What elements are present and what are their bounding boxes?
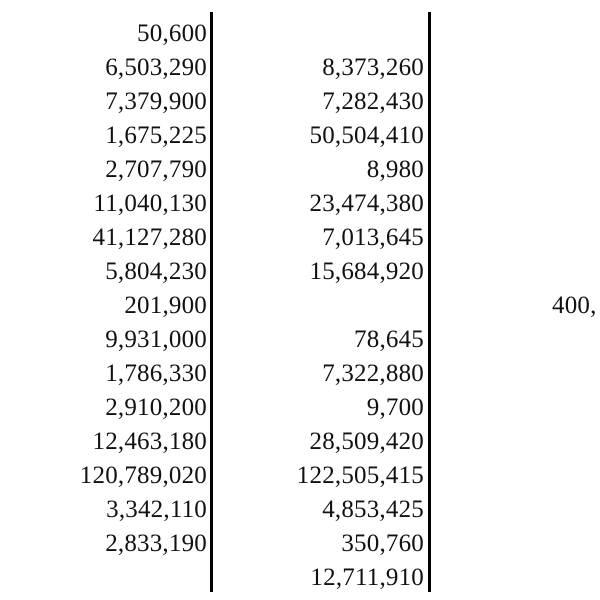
cell-col-1: 2,833,190 [105,530,207,557]
cell-col-1: 5,804,230 [105,258,207,285]
cell-col-1: 2,707,790 [105,156,207,183]
cell-col-2: 28,509,420 [309,428,424,455]
cell-col-2: 23,474,380 [309,190,424,217]
cell-col-2: 7,013,645 [322,224,424,251]
cell-col-1: 50,600 [137,20,207,47]
cell-col-2: 8,373,260 [322,54,424,81]
cell-col-2: 122,505,415 [296,462,424,489]
cell-col-1: 41,127,280 [92,224,207,251]
cell-col-1: 1,786,330 [105,360,207,387]
cell-col-2: 9,700 [366,394,424,421]
table-row [0,527,600,561]
table-row [0,17,600,51]
cell-col-1: 7,379,900 [105,88,207,115]
table-row [0,323,600,357]
cell-col-1: 6,503,290 [105,54,207,81]
table-row [0,255,600,289]
table-row [0,425,600,459]
cell-col-1: 120,789,020 [79,462,207,489]
cell-col-1: 3,342,110 [106,496,207,523]
cell-col-3: 400, [552,292,597,319]
cell-col-2: 8,980 [366,156,424,183]
table-row [0,221,600,255]
table-row [0,493,600,527]
cell-col-2: 350,760 [341,530,424,557]
table-row [0,391,600,425]
cell-col-1: 1,675,225 [105,122,207,149]
cell-col-2: 7,322,880 [322,360,424,387]
cell-col-1: 2,910,200 [105,394,207,421]
table-row [0,357,600,391]
table-row [0,289,600,323]
cell-col-1: 12,463,180 [92,428,207,455]
table-row [0,51,600,85]
table-row [0,153,600,187]
cell-col-2: 4,853,425 [322,496,424,523]
cell-col-1: 201,900 [124,292,207,319]
table-row [0,187,600,221]
cell-col-2: 50,504,410 [309,122,424,149]
cell-col-2: 12,711,910 [310,564,424,591]
cell-col-2: 78,645 [354,326,424,353]
table-row [0,119,600,153]
cell-col-1: 9,931,000 [105,326,207,353]
table-row [0,561,600,595]
cell-col-1: 11,040,130 [93,190,207,217]
cell-col-2: 7,282,430 [322,88,424,115]
table-row [0,459,600,493]
cell-col-2: 15,684,920 [309,258,424,285]
table-row [0,85,600,119]
